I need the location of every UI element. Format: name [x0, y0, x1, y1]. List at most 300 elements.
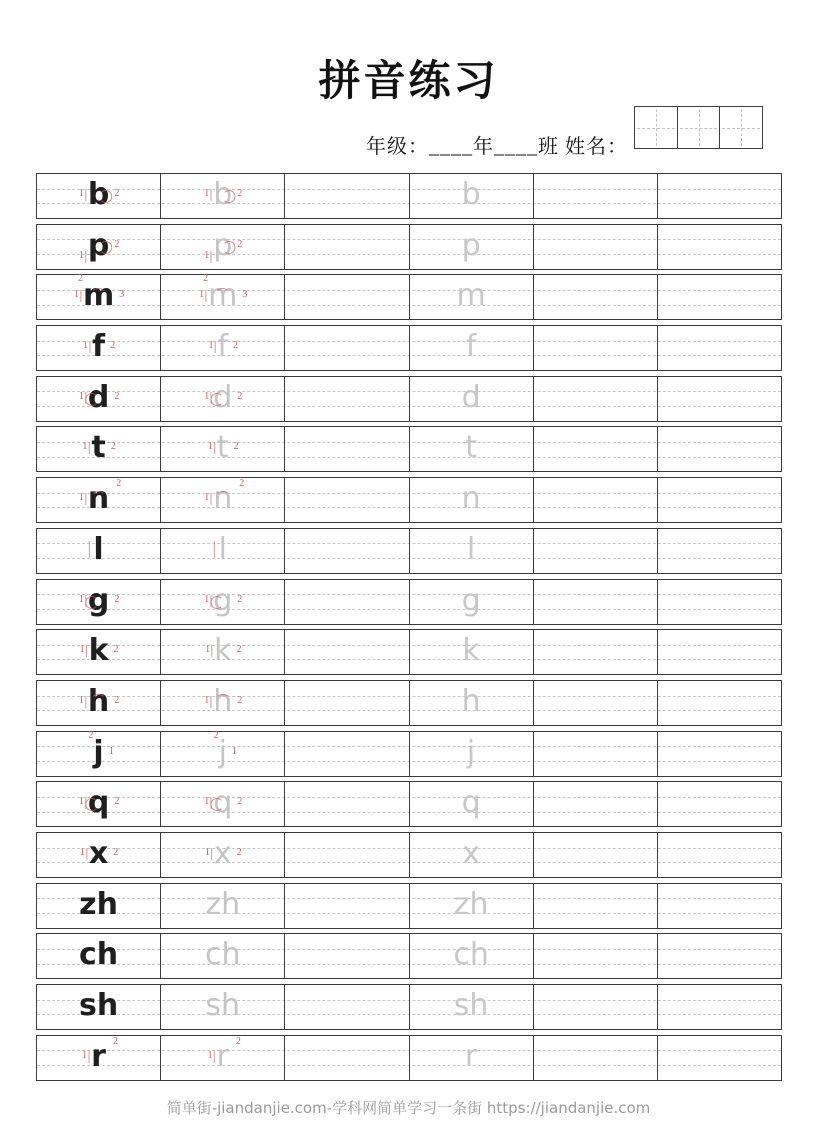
writing-cell: [409, 1036, 533, 1080]
writing-cell: [533, 427, 657, 471]
stroke-order-number: 2: [237, 694, 243, 706]
stroke-order-number: 2: [110, 441, 116, 453]
stroke-order-number: 2: [77, 273, 83, 285]
stroke-direction-line: [88, 541, 90, 558]
stroke-order-number: 1: [207, 1049, 213, 1061]
letter-group: [208, 329, 239, 365]
practice-row-t: [36, 426, 782, 472]
writing-cell: [409, 630, 533, 674]
writing-cell: [160, 326, 284, 370]
letter-group: [454, 988, 489, 1023]
stroke-order-number: 2: [235, 1035, 241, 1047]
trace-letter: f: [217, 329, 229, 365]
practice-letter: l: [93, 531, 104, 567]
writing-cell: [284, 174, 408, 218]
name-grid-cell: [677, 107, 720, 148]
practice-letter: h: [87, 683, 110, 719]
letter-group: [465, 430, 477, 465]
letter-group: [219, 532, 227, 567]
writing-cell: [409, 580, 533, 624]
letter-group: [78, 582, 120, 618]
writing-cell: [37, 1036, 160, 1080]
stroke-order-number: 2: [213, 729, 219, 741]
stroke-order-number: 1: [204, 492, 210, 504]
practice-row-d: [36, 376, 782, 422]
practice-row-h: [36, 680, 782, 726]
letter-group: [467, 735, 475, 770]
stroke-order-number: 1: [204, 694, 210, 706]
writing-cell: [533, 275, 657, 319]
stroke-order-number: 2: [113, 846, 119, 858]
writing-cell: [160, 833, 284, 877]
writing-cell: [37, 884, 160, 928]
trace-letter: x: [213, 835, 232, 871]
writing-cell: [409, 377, 533, 421]
writing-cell: [409, 934, 533, 978]
faint-letter: m: [456, 278, 486, 314]
name-cell-dashed-horizontal: [637, 128, 675, 129]
practice-row-b: [36, 173, 782, 219]
practice-row-r: [36, 1035, 782, 1081]
practice-letter: k: [88, 633, 109, 669]
stroke-order-number: 3: [242, 289, 248, 301]
stroke-order-number: 1: [204, 846, 210, 858]
trace-letter: sh: [205, 988, 241, 1023]
writing-cell: [409, 681, 533, 725]
letter-group: [79, 887, 118, 922]
letter-group: [213, 729, 237, 770]
writing-cell: [533, 630, 657, 674]
page-title: 拼音练习: [318, 59, 499, 105]
faint-letter: f: [465, 329, 477, 365]
stroke-order-number: 1: [78, 249, 84, 261]
stroke-order-number: 2: [110, 340, 116, 352]
writing-cell: [37, 580, 160, 624]
letter-group: [78, 478, 122, 517]
stroke-order-number: 1: [204, 249, 210, 261]
writing-cell: [37, 275, 160, 319]
writing-cell: [657, 580, 781, 624]
letter-group: [462, 380, 481, 415]
letter-group: [462, 481, 481, 516]
stroke-order-number: 1: [205, 644, 211, 656]
practice-row-zh: [36, 883, 782, 929]
name-grid: [634, 106, 763, 149]
practice-letter: n: [87, 481, 110, 517]
writing-cell: [533, 681, 657, 725]
letter-group: [207, 1035, 241, 1074]
trace-letter: l: [218, 531, 227, 567]
letter-group: [204, 177, 243, 212]
writing-cell: [160, 729, 284, 776]
writing-cell: [657, 529, 781, 573]
trace-letter: zh: [205, 886, 241, 922]
writing-cell: [533, 782, 657, 826]
writing-cell: [37, 934, 160, 978]
faint-letter: q: [461, 785, 481, 821]
faint-letter: x: [462, 835, 480, 871]
stroke-order-number: 1: [208, 340, 214, 352]
trace-letter: h: [213, 683, 233, 719]
writing-cell: [284, 782, 408, 826]
writing-cell: [37, 529, 160, 573]
practice-letter: j: [93, 734, 104, 770]
writing-cell: [284, 732, 408, 776]
writing-cell: [409, 478, 533, 522]
letter-group: [78, 177, 120, 212]
trace-letter: ch: [204, 937, 241, 973]
faint-letter: r: [464, 1038, 478, 1074]
trace-letter: p: [213, 227, 233, 263]
stroke-order-number: 2: [88, 729, 94, 741]
writing-cell: [284, 529, 408, 573]
writing-cell: [409, 174, 533, 218]
practice-row-j: [36, 731, 782, 777]
letter-group: [462, 684, 481, 719]
stroke-order-number: 1: [78, 390, 84, 402]
stroke-order-number: 1: [78, 492, 84, 504]
writing-cell: [409, 782, 533, 826]
writing-cell: [284, 326, 408, 370]
writing-cell: [657, 782, 781, 826]
writing-cell: [657, 427, 781, 471]
writing-cell: [160, 681, 284, 725]
letter-group: [78, 227, 120, 263]
trace-letter: t: [216, 430, 229, 466]
letter-group: [204, 227, 243, 263]
writing-cell: [533, 174, 657, 218]
letter-group: [467, 532, 475, 567]
writing-cell: [37, 782, 160, 826]
practice-letter: ch: [79, 937, 119, 973]
faint-letter: ch: [453, 937, 489, 973]
practice-letter: q: [87, 785, 110, 821]
writing-cell: [533, 529, 657, 573]
practice-letter: f: [92, 329, 106, 365]
writing-cell: [533, 934, 657, 978]
practice-letter: p: [87, 227, 110, 263]
letter-group: [78, 785, 120, 821]
writing-cell: [657, 326, 781, 370]
writing-cell: [657, 225, 781, 269]
letter-group: [462, 177, 481, 212]
writing-cell: [409, 833, 533, 877]
writing-cell: [160, 225, 284, 269]
practice-letter: x: [88, 835, 109, 871]
stroke-order-number: 1: [82, 441, 88, 453]
stroke-order-number: 2: [236, 846, 242, 858]
writing-cell: [533, 732, 657, 776]
name-cell-dashed-horizontal: [680, 128, 718, 129]
letter-group: [78, 683, 120, 719]
writing-cell: [657, 275, 781, 319]
writing-cell: [160, 529, 284, 573]
writing-cell: [160, 377, 284, 421]
writing-cell: [37, 377, 160, 421]
writing-cell: [37, 225, 160, 269]
stroke-order-number: 2: [237, 188, 243, 199]
letter-group: [79, 937, 118, 972]
writing-cell: [160, 427, 284, 471]
practice-grid: [36, 173, 782, 1085]
writing-cell: [37, 985, 160, 1029]
letter-group: [79, 633, 119, 669]
stroke-order-number: 1: [108, 745, 114, 757]
writing-cell: [409, 275, 533, 319]
letter-group: [204, 785, 243, 821]
letter-group: [205, 887, 240, 922]
stroke-order-number: 1: [204, 390, 210, 402]
stroke-order-number: 1: [204, 188, 210, 199]
writing-cell: [284, 884, 408, 928]
writing-cell: [160, 630, 284, 674]
letter-group: [205, 988, 240, 1023]
writing-cell: [37, 833, 160, 877]
letter-group: [462, 583, 481, 618]
letter-group: [462, 785, 481, 820]
practice-letter: b: [87, 177, 110, 212]
writing-cell: [37, 630, 160, 674]
letter-group: [205, 937, 241, 972]
writing-cell: [409, 225, 533, 269]
stroke-order-number: 1: [73, 289, 79, 301]
letter-group: [207, 430, 239, 466]
writing-cell: [160, 884, 284, 928]
stroke-direction-line: [214, 541, 216, 558]
letter-group: [453, 937, 489, 972]
practice-row-l: [36, 528, 782, 574]
writing-cell: [160, 1036, 284, 1080]
faint-letter: n: [461, 481, 481, 517]
letter-group: [462, 633, 479, 668]
trace-letter: q: [213, 785, 233, 821]
stroke-order-number: 2: [114, 593, 120, 605]
writing-cell: [657, 478, 781, 522]
letter-group: [83, 329, 116, 365]
writing-cell: [657, 1036, 781, 1080]
letter-group: [462, 836, 480, 871]
faint-letter: k: [462, 633, 480, 669]
writing-cell: [37, 729, 160, 776]
writing-cell: [533, 225, 657, 269]
letter-group: [204, 379, 243, 415]
letter-group: [205, 633, 242, 669]
writing-cell: [409, 529, 533, 573]
writing-cell: [37, 478, 160, 522]
faint-letter: t: [465, 430, 477, 466]
stroke-order-number: 2: [236, 644, 242, 656]
writing-cell: [533, 377, 657, 421]
stroke-order-number: 2: [116, 478, 122, 490]
stroke-order-number: 2: [114, 796, 120, 808]
writing-cell: [284, 833, 408, 877]
faint-letter: zh: [453, 886, 489, 922]
practice-row-sh: [36, 984, 782, 1030]
stroke-order-number: 1: [82, 1049, 88, 1061]
writing-cell: [533, 580, 657, 624]
writing-cell: [284, 275, 408, 319]
trace-letter: m: [208, 278, 238, 314]
letter-group: [79, 835, 119, 871]
faint-letter: l: [466, 531, 476, 567]
writing-cell: [284, 1036, 408, 1080]
faint-letter: p: [461, 227, 481, 263]
practice-letter: d: [87, 379, 110, 415]
writing-cell: [533, 833, 657, 877]
name-cell-dashed-horizontal: [722, 128, 760, 129]
faint-letter: h: [461, 683, 481, 719]
writing-cell: [409, 427, 533, 471]
stroke-order-number: 1: [78, 796, 84, 808]
letter-group: [79, 988, 118, 1023]
writing-cell: [657, 630, 781, 674]
writing-cell: [657, 174, 781, 218]
practice-letter: r: [91, 1038, 106, 1074]
stroke-order-number: 2: [237, 796, 243, 808]
faint-letter: sh: [453, 988, 489, 1023]
writing-cell: [284, 225, 408, 269]
stroke-order-number: 2: [113, 644, 119, 656]
practice-letter: m: [82, 278, 115, 314]
letter-group: [204, 835, 242, 871]
writing-cell: [37, 326, 160, 370]
letter-group: [73, 273, 125, 314]
stroke-order-number: 2: [239, 478, 245, 490]
stroke-order-number: 1: [204, 796, 210, 808]
letter-group: [462, 228, 481, 263]
stroke-order-number: 1: [78, 593, 84, 605]
practice-row-m: [36, 274, 782, 320]
stroke-order-number: 2: [237, 390, 243, 402]
practice-row-f: [36, 325, 782, 371]
stroke-order-number: 2: [114, 188, 120, 199]
writing-cell: [284, 580, 408, 624]
stroke-order-number: 1: [207, 441, 213, 453]
trace-letter: d: [213, 379, 233, 415]
practice-row-ch: [36, 933, 782, 979]
footer-watermark: 简单街-jiandanjie.com-学科网简单学习一条街 https://jiandanjie.com: [166, 1099, 651, 1117]
stroke-order-number: 1: [78, 694, 84, 706]
writing-cell: [160, 174, 284, 218]
name-grid-cell: [635, 107, 677, 148]
practice-row-p: [36, 224, 782, 270]
practice-letter: zh: [79, 886, 118, 922]
writing-cell: [284, 377, 408, 421]
stroke-order-number: 2: [237, 238, 243, 250]
trace-letter: n: [213, 481, 233, 517]
letter-group: [204, 683, 243, 719]
stroke-order-number: 1: [79, 644, 85, 656]
writing-cell: [160, 782, 284, 826]
writing-cell: [160, 580, 284, 624]
writing-cell: [284, 681, 408, 725]
letter-group: [93, 532, 103, 567]
practice-row-q: [36, 781, 782, 827]
writing-cell: [533, 985, 657, 1029]
stroke-order-number: 2: [203, 273, 209, 285]
practice-letter: sh: [78, 988, 119, 1023]
name-grid-cell: [719, 107, 762, 148]
writing-cell: [409, 884, 533, 928]
stroke-order-number: 1: [231, 745, 237, 757]
practice-letter: g: [87, 582, 110, 618]
writing-cell: [284, 427, 408, 471]
letter-group: [82, 1035, 118, 1074]
writing-cell: [160, 275, 284, 319]
writing-cell: [657, 884, 781, 928]
writing-cell: [533, 884, 657, 928]
stroke-order-number: 1: [78, 188, 84, 199]
practice-letter: t: [91, 430, 106, 466]
writing-cell: [284, 985, 408, 1029]
writing-cell: [37, 174, 160, 218]
writing-cell: [409, 985, 533, 1029]
writing-cell: [533, 478, 657, 522]
practice-row-x: [36, 832, 782, 878]
writing-cell: [160, 985, 284, 1029]
stroke-order-number: 1: [204, 593, 210, 605]
letter-group: [204, 478, 245, 517]
writing-cell: [533, 1036, 657, 1080]
writing-cell: [284, 630, 408, 674]
writing-cell: [409, 326, 533, 370]
stroke-order-number: 2: [233, 441, 239, 453]
stroke-order-number: 2: [114, 694, 120, 706]
grade-name-line: 年级：____年____班 姓名：: [366, 136, 628, 158]
letter-group: [199, 273, 248, 314]
writing-cell: [160, 478, 284, 522]
letter-group: [465, 1039, 477, 1074]
letter-group: [454, 887, 489, 922]
trace-letter: g: [213, 582, 233, 618]
writing-cell: [37, 427, 160, 471]
stroke-order-number: 2: [237, 593, 243, 605]
stroke-order-number: 2: [114, 238, 120, 250]
writing-cell: [533, 326, 657, 370]
trace-letter: r: [216, 1038, 229, 1074]
writing-cell: [657, 377, 781, 421]
letter-group: [456, 278, 485, 313]
practice-row-g: [36, 579, 782, 625]
writing-cell: [409, 732, 533, 776]
letter-group: [88, 729, 114, 770]
writing-cell: [657, 732, 781, 776]
faint-letter: g: [461, 582, 481, 618]
faint-letter: b: [461, 177, 481, 212]
writing-cell: [657, 934, 781, 978]
writing-cell: [657, 833, 781, 877]
writing-cell: [657, 985, 781, 1029]
stroke-order-number: 2: [114, 390, 120, 402]
stroke-order-number: 3: [119, 289, 125, 301]
stroke-order-number: 1: [199, 289, 205, 301]
practice-row-k: [36, 629, 782, 675]
letter-group: [466, 329, 477, 364]
stroke-order-number: 2: [112, 1035, 118, 1047]
letter-group: [78, 379, 120, 415]
faint-letter: d: [461, 379, 481, 415]
writing-cell: [284, 934, 408, 978]
stroke-order-number: 1: [79, 846, 85, 858]
writing-cell: [160, 934, 284, 978]
writing-cell: [37, 681, 160, 725]
stroke-order-number: 2: [233, 340, 239, 352]
stroke-order-number: 1: [83, 340, 89, 352]
writing-cell: [284, 478, 408, 522]
letter-group: [204, 582, 243, 618]
writing-cell: [657, 681, 781, 725]
trace-letter: b: [213, 177, 233, 212]
